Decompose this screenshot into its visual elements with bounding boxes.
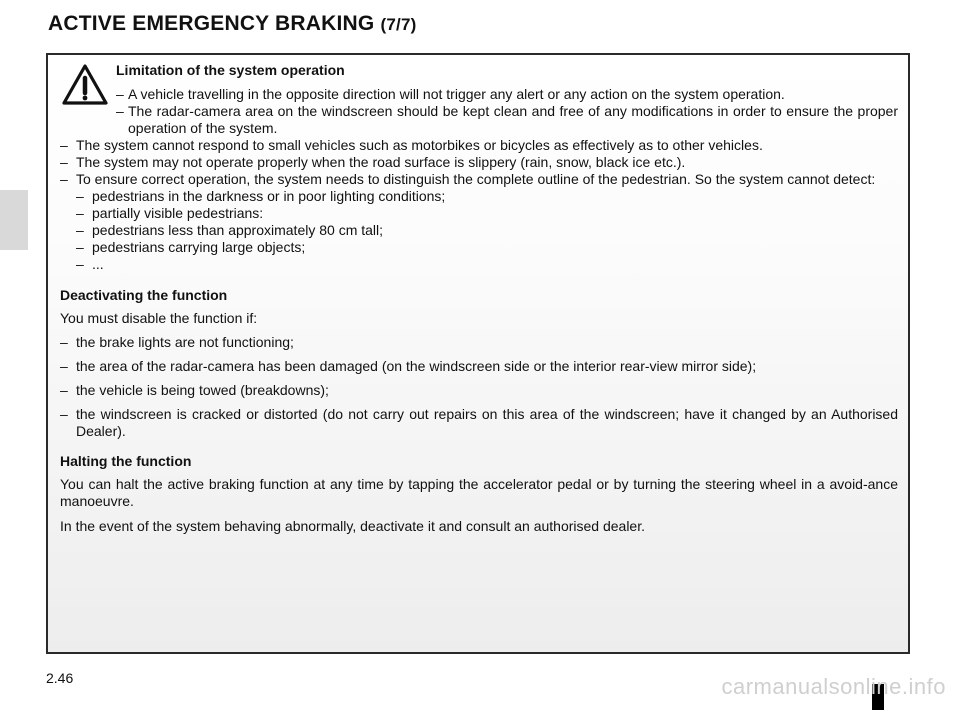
dash-marker: – [60, 334, 68, 350]
watermark: carmanualsonline.info [721, 674, 946, 699]
dash-marker: – [60, 406, 68, 422]
list-item [76, 239, 898, 256]
dash-marker: – [76, 256, 84, 272]
limitation-item-text: The system cannot respond to small vehicles such as motorbikes or bicycles as effectively as to other vehicles. [76, 137, 763, 153]
page-title [48, 12, 416, 36]
limitation-item-text: The system may not operate properly when the road surface is slippery (rain, snow, black ice etc.). [76, 154, 686, 170]
list-item-text: pedestrians in the darkness or in poor lighting conditions; [92, 188, 446, 204]
list-item-text: ... [92, 256, 104, 272]
list-item [76, 222, 898, 239]
limitation-item-text: The radar-camera area on the windscreen should be kept clean and free of any modifications in order to ensure the proper operation of the system. [128, 103, 898, 136]
list-item-text: pedestrians less than approximately 80 cm tall; [92, 222, 384, 238]
limitation-item [116, 103, 898, 137]
limitation-block [116, 62, 898, 137]
page-number: 2.46 [46, 670, 74, 686]
list-item-text: the vehicle is being towed (breakdowns); [76, 382, 329, 398]
list-item-text: pedestrians carrying large objects; [92, 239, 306, 255]
halting-paragraph: You can halt the active braking function at any time by tapping the accelerator pedal or by turning the steering wheel in a avoid-ance manoeuvre. [60, 476, 898, 509]
dash-marker: – [76, 205, 84, 221]
list-item-text: the brake lights are not functioning; [76, 334, 294, 350]
list-item [60, 406, 898, 440]
warning-panel [46, 53, 910, 654]
list-item [60, 334, 898, 351]
dash-marker: – [60, 171, 68, 187]
limitation-item [60, 171, 898, 188]
list-item [76, 256, 898, 273]
list-item [60, 358, 898, 375]
dash-marker: – [76, 188, 84, 204]
limitation-item [60, 137, 898, 154]
page-title-text: ACTIVE EMERGENCY BRAKING [48, 12, 375, 35]
dash-marker: – [60, 154, 68, 170]
list-item-text: partially visible pedestrians: [92, 205, 264, 221]
panel-content [60, 62, 898, 541]
section-heading-halting: Halting the function [60, 453, 192, 469]
list-item-text: the windscreen is cracked or distorted (do not carry out repairs on this area of the windscreen; have it changed by an Authorised Dealer). [76, 406, 898, 439]
list-item [76, 205, 898, 222]
dash-marker: – [60, 137, 68, 153]
page-part-indicator: (7/7) [380, 15, 417, 34]
halting-paragraph: In the event of the system behaving abnormally, deactivate it and consult an authorised dealer. [60, 518, 645, 534]
list-item [60, 382, 898, 399]
dash-marker: – [60, 358, 68, 374]
dash-marker: – [116, 103, 124, 119]
dash-marker: – [76, 222, 84, 238]
limitation-item-text: A vehicle travelling in the opposite direction will not trigger any alert or any action on the system operation. [128, 86, 785, 102]
section-tab-marker [0, 190, 28, 250]
deactivating-intro: You must disable the function if: [60, 310, 258, 326]
limitation-item-text: To ensure correct operation, the system needs to distinguish the complete outline of the pedestrian. So the system cannot detect: [76, 171, 876, 187]
list-item-text: the area of the radar-camera has been damaged (on the windscreen side or the interior rear-view mirror side); [76, 358, 757, 374]
limitation-item [60, 154, 898, 171]
dash-marker: – [76, 239, 84, 255]
limitation-item [116, 86, 898, 103]
dash-marker: – [60, 382, 68, 398]
list-item [76, 188, 898, 205]
section-heading-deactivating: Deactivating the function [60, 287, 228, 303]
undetectable-list [76, 188, 898, 273]
limitation-title: Limitation of the system operation [116, 62, 345, 78]
dash-marker: – [116, 86, 124, 102]
